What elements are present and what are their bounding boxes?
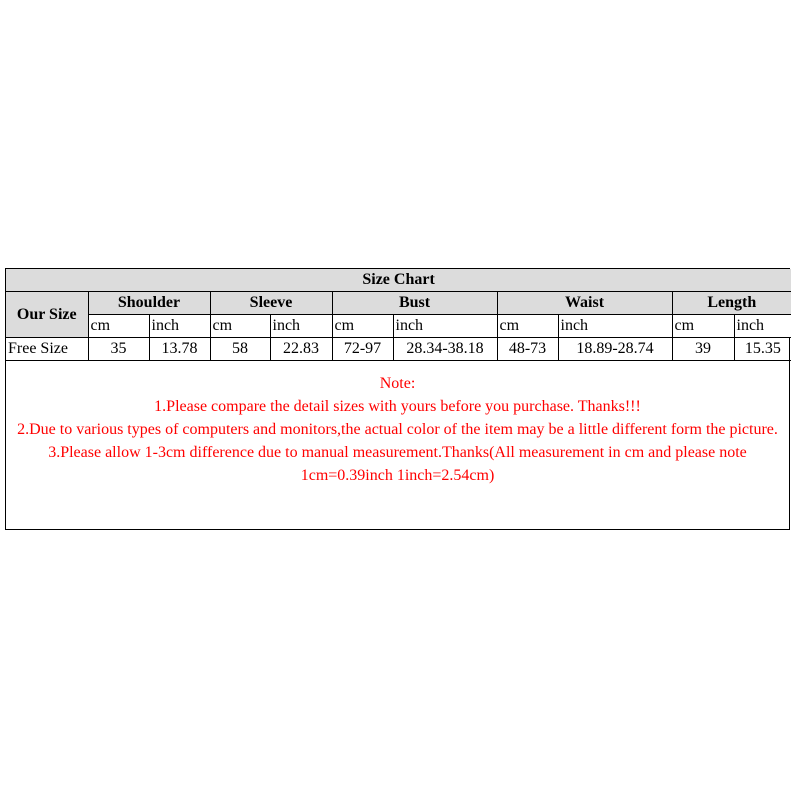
unit-cell: inch <box>393 315 497 338</box>
size-name-cell: Free Size <box>6 338 88 361</box>
note-item-3: 3.Please allow 1-3cm difference due to manual measurement.Thanks(All measurement in cm and please note 1cm=0.39inch 1inch=2.54cm) <box>48 444 747 484</box>
unit-cell: inch <box>734 315 791 338</box>
value-cell: 13.78 <box>149 338 210 361</box>
value-cell: 39 <box>672 338 734 361</box>
value-cell: 58 <box>210 338 270 361</box>
value-cell: 28.34-38.18 <box>393 338 497 361</box>
value-cell: 18.89-28.74 <box>558 338 672 361</box>
group-sleeve: Sleeve <box>210 292 332 315</box>
size-chart <box>5 268 790 530</box>
value-cell: 35 <box>88 338 149 361</box>
unit-row <box>6 315 791 338</box>
group-header-row <box>6 292 791 315</box>
group-length: Length <box>672 292 791 315</box>
group-bust: Bust <box>332 292 497 315</box>
notes-section <box>6 361 789 487</box>
our-size-header: Our Size <box>6 292 88 338</box>
value-cell: 48-73 <box>497 338 558 361</box>
value-cell: 15.35 <box>734 338 791 361</box>
unit-cell: inch <box>149 315 210 338</box>
unit-cell: inch <box>270 315 332 338</box>
unit-cell: cm <box>497 315 558 338</box>
group-shoulder: Shoulder <box>88 292 210 315</box>
table-row <box>6 338 791 361</box>
note-item-1: 1.Please compare the detail sizes with yours before you purchase. Thanks!!! <box>154 398 641 415</box>
unit-cell: cm <box>210 315 270 338</box>
title-row <box>6 269 791 292</box>
unit-cell: inch <box>558 315 672 338</box>
value-cell: 22.83 <box>270 338 332 361</box>
unit-cell: cm <box>672 315 734 338</box>
unit-cell: cm <box>332 315 393 338</box>
size-table <box>6 269 791 361</box>
group-waist: Waist <box>497 292 672 315</box>
note-item-2: 2.Due to various types of computers and monitors,the actual color of the item may be a little different form the picture. <box>17 421 778 438</box>
value-cell: 72-97 <box>332 338 393 361</box>
note-heading: Note: <box>379 375 416 392</box>
unit-cell: cm <box>88 315 149 338</box>
chart-title: Size Chart <box>6 269 791 292</box>
